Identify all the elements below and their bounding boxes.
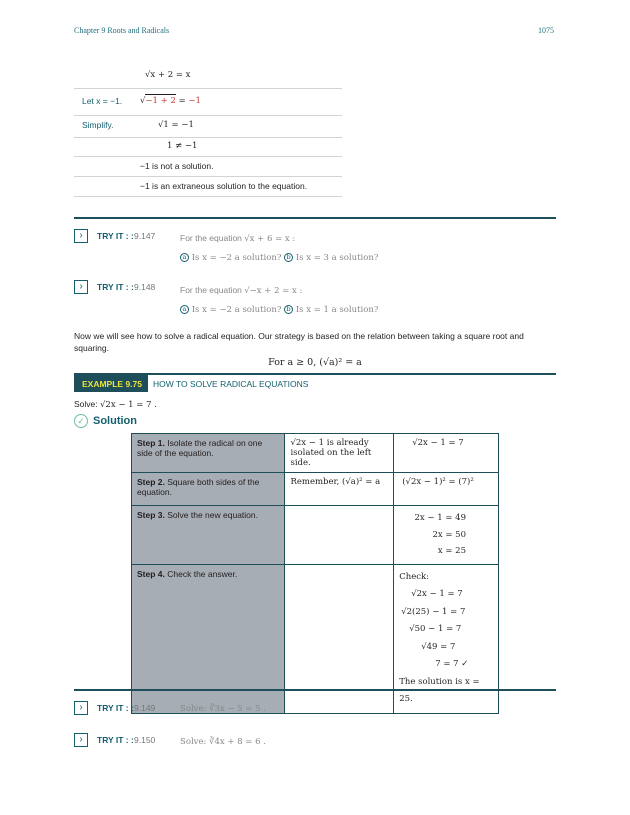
divider [74, 115, 342, 116]
example-problem: Solve: √2x − 1 = 7 . [74, 399, 157, 410]
try-it-number: 9.150 [134, 735, 156, 745]
example-title: HOW TO SOLVE RADICAL EQUATIONS [153, 379, 309, 389]
work-line: √50 − 1 = 7 [409, 624, 462, 634]
check-label-let: Let x = −1. [82, 96, 123, 106]
work-line: 2x − 1 = 49 [414, 513, 466, 523]
try-it-number: 9.147 [134, 231, 156, 241]
part-a-icon: a [180, 305, 189, 314]
divider [74, 137, 342, 138]
work-line: The solution is x = 25. [399, 676, 480, 704]
step-description: Step 3. Solve the new equation. [132, 506, 285, 565]
part-a-icon: a [180, 253, 189, 262]
step-note: Remember, (√a)² = a [285, 473, 394, 506]
step-description: Step 4. Check the answer. [132, 564, 285, 713]
checkmark-icon: ✓ [74, 414, 88, 428]
check-extraneous: −1 is an extraneous solution to the equation. [140, 181, 308, 191]
chevron-right-icon[interactable]: › [74, 701, 88, 715]
solution-heading: Solution [93, 415, 137, 427]
page-number: 1075 [538, 26, 554, 35]
divider [74, 88, 342, 89]
intro-paragraph: Now we will see how to solve a radical equation. Our strategy is based on the relation between taking a square root and squaring. [74, 331, 524, 353]
work-line: Check: [399, 571, 430, 582]
check-expr-neq: 1 ≠ −1 [167, 141, 198, 151]
divider [74, 176, 342, 177]
try-it-prompt: For the equation √−x + 2 = x : [180, 285, 303, 296]
try-it-parts: a Is x = −2 a solution? b Is x = 3 a solution? [180, 253, 378, 263]
work-line: 7 = 7 ✓ [435, 659, 469, 669]
check-equation: √x + 2 = x [145, 70, 191, 80]
work-line: x = 25 [437, 546, 466, 556]
step-description: Step 2. Square both sides of the equation. [132, 473, 285, 506]
check-not-solution: −1 is not a solution. [140, 161, 214, 171]
try-it-prompt: Solve: ∛4x + 8 = 6 . [180, 737, 266, 747]
work-line: √49 = 7 [421, 641, 456, 652]
step-row [132, 473, 499, 506]
divider [74, 196, 342, 197]
chevron-right-icon[interactable]: › [74, 280, 88, 294]
work-line: √2(25) − 1 = 7 [401, 606, 466, 617]
divider [74, 156, 342, 157]
try-it-label: TRY IT : : [97, 282, 134, 292]
work-line: 2x = 50 [432, 529, 466, 540]
step-note [285, 506, 394, 565]
try-it-prompt: Solve: ∛3x − 5 = 5 . [180, 704, 266, 714]
step-work [394, 506, 499, 565]
chevron-right-icon[interactable]: › [74, 229, 88, 243]
try-it-number: 9.148 [134, 282, 156, 292]
step-description: Step 1. Isolate the radical on one side of the equation. [132, 434, 285, 473]
check-expr-simplify: √1 = −1 [158, 120, 194, 130]
try-it-label: TRY IT : : [97, 703, 134, 713]
section-rule [74, 217, 556, 219]
work-line: √2x − 1 = 7 [411, 589, 463, 599]
section-rule [74, 689, 556, 691]
part-b-icon: b [284, 305, 293, 314]
step-row [132, 506, 499, 565]
part-b-icon: b [284, 253, 293, 262]
try-it-prompt: For the equation √x + 6 = x : [180, 233, 296, 244]
chapter-header: Chapter 9 Roots and Radicals [74, 26, 170, 35]
step-work: (√2x − 1)² = (7)² [394, 473, 499, 506]
try-it-label: TRY IT : : [97, 735, 134, 745]
check-expr-let: √−1 + 2 = −1 [140, 96, 201, 106]
chevron-right-icon[interactable]: › [74, 733, 88, 747]
try-it-parts: a Is x = −2 a solution? b Is x = 1 a solution? [180, 305, 378, 315]
step-work: √2x − 1 = 7 [394, 434, 499, 473]
square-root-formula: For a ≥ 0, (√a)² = a [268, 357, 362, 368]
example-badge: EXAMPLE 9.75 [74, 375, 148, 392]
step-row [132, 434, 499, 473]
steps-table [131, 433, 499, 714]
step-note: √2x − 1 is already isolated on the left side. [285, 434, 394, 473]
try-it-number: 9.149 [134, 703, 156, 713]
try-it-label: TRY IT : : [97, 231, 134, 241]
check-label-simplify: Simplify. [82, 120, 114, 130]
